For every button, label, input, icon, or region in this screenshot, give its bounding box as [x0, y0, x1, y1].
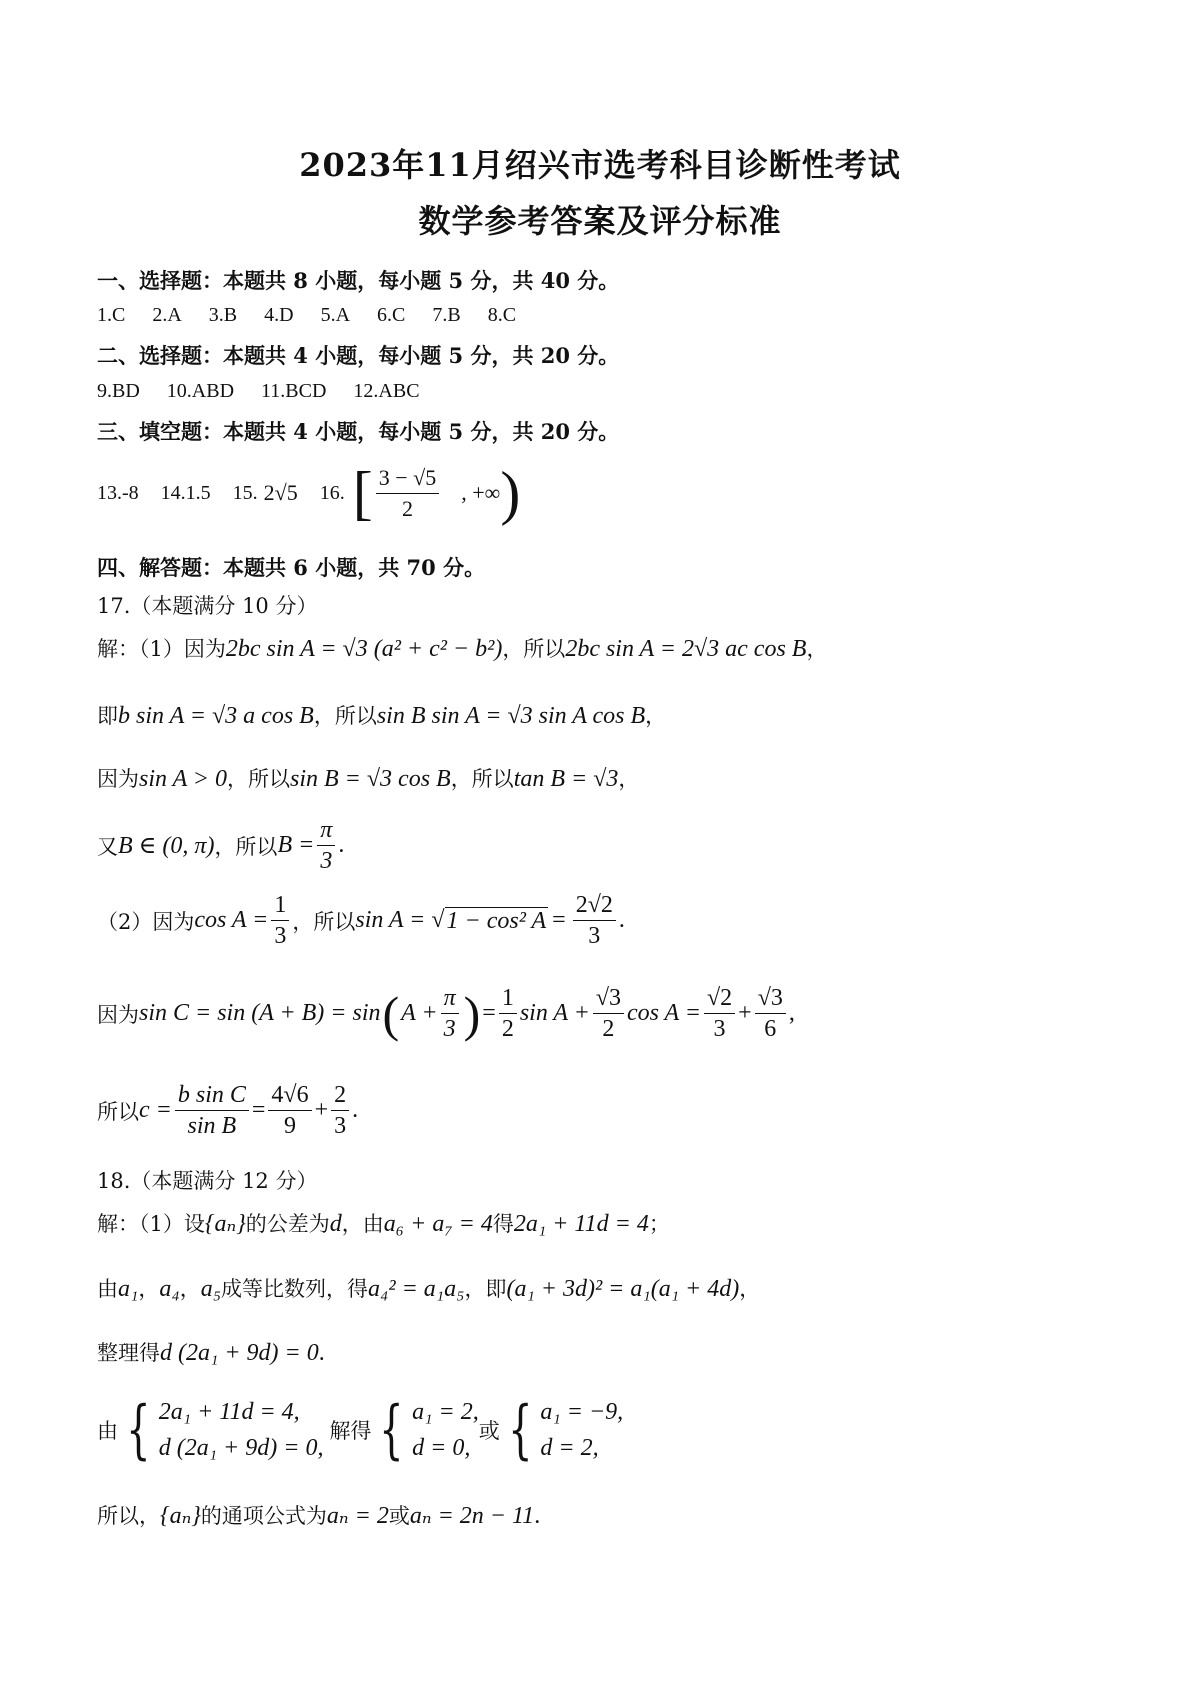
fraction	[499, 983, 517, 1044]
equation-row: 2a₁ + 11d = 4,	[158, 1399, 300, 1425]
answer-item: 12.ABC	[353, 380, 420, 402]
formula: 1 − cos² A	[446, 907, 547, 934]
fraction-numerator: π	[317, 815, 335, 846]
formula: sin A = √	[355, 907, 445, 933]
text: ，	[179, 1277, 201, 1301]
formula: tan B = √3	[513, 766, 619, 792]
q18-line-5	[97, 1500, 540, 1530]
bracket-left: [	[352, 459, 373, 526]
formula: 2bc sin A = √3 (a² + c² − b²)	[225, 636, 503, 662]
fraction-numerator: 2√2	[573, 890, 616, 921]
equation-system-1	[159, 1394, 324, 1466]
text: ，所以	[450, 767, 514, 791]
fraction	[593, 983, 624, 1044]
fraction-numerator: b sin C	[175, 1080, 249, 1111]
fraction	[441, 983, 459, 1044]
text: 所以，	[97, 1504, 160, 1528]
fraction-numerator: 2	[331, 1080, 349, 1111]
formula: sin A > 0	[139, 766, 227, 792]
text: ，	[138, 1277, 160, 1301]
text: ；	[648, 1212, 670, 1236]
formula: cos A =	[626, 1000, 701, 1026]
fraction	[704, 983, 735, 1044]
text: 解得	[329, 1419, 372, 1443]
answers-1-row	[97, 304, 538, 327]
formula: d (2a₁ + 9d) = 0	[160, 1340, 319, 1366]
text: 由	[97, 1277, 118, 1301]
section-heading-solution: 四、解答题：本题共 6 小题，共 70 分。	[97, 555, 486, 580]
answer-item: 2.A	[152, 304, 182, 326]
formula: cos A =	[194, 907, 269, 933]
fraction	[268, 1080, 311, 1141]
text: 成等比数列，得	[221, 1277, 369, 1301]
section-heading-choice-2: 二、选择题：本题共 4 小题，每小题 5 分，共 20 分。	[97, 343, 620, 368]
page-title: 2023年11月绍兴市选考科目诊断性考试	[299, 146, 901, 184]
text: 即	[97, 704, 118, 728]
q17-line-2	[97, 700, 666, 730]
formula: (a₁ + 3d)² = a₁(a₁ + 4d)	[506, 1276, 740, 1302]
text: ，	[618, 767, 640, 791]
equation-system-2	[412, 1394, 479, 1466]
text: （2）因为	[97, 909, 195, 934]
formula: sin B sin A = √3 sin A cos B	[376, 703, 646, 729]
formula: a₁	[118, 1276, 139, 1302]
formula: sin B = √3 cos B	[290, 766, 451, 792]
fraction-denominator: 3	[443, 1016, 456, 1042]
left-brace: {	[126, 1393, 151, 1467]
answer-item: 3.B	[208, 304, 238, 326]
text: 或	[388, 1504, 410, 1528]
text: ，	[739, 1277, 761, 1301]
formula: b sin A = √3 a cos B	[118, 703, 314, 729]
answer-15-label: 15.	[232, 481, 258, 504]
formula: d	[329, 1211, 342, 1237]
formula: =	[482, 1000, 496, 1026]
text: ，所以	[502, 637, 566, 661]
answer-item: 8.C	[487, 304, 517, 326]
answer-13: 13.-8	[97, 481, 139, 504]
fraction	[271, 890, 289, 951]
text: ，所以	[313, 704, 377, 728]
fraction-numerator: √3	[755, 983, 786, 1014]
fraction-numerator: √2	[704, 983, 735, 1014]
q17-line-4: 又 B ∈ (0, π) ，所以 B = $\frac{\pi}{3}$ .	[97, 817, 345, 874]
formula: a₄	[159, 1276, 180, 1302]
text: .	[318, 1340, 325, 1366]
text: .	[534, 1503, 541, 1529]
answer-16-tail: , +∞	[461, 480, 501, 505]
text: 因为	[97, 1002, 139, 1027]
formula: sin C = sin (A + B) = sin	[139, 1000, 381, 1026]
fraction	[317, 815, 335, 876]
text: 整理得	[97, 1341, 160, 1365]
fraction-denominator: 9	[284, 1113, 296, 1139]
formula: a₄² = a₁a₅	[368, 1276, 465, 1302]
answer-14: 14.1.5	[160, 481, 211, 504]
q18-header: 18.（本题满分 12 分）	[97, 1169, 318, 1193]
equation-row: a₁ = −9,	[540, 1399, 624, 1425]
answer-16-fraction	[376, 463, 461, 524]
formula: 2a₁ + 11d = 4	[513, 1211, 649, 1237]
q18-line-1	[97, 1208, 670, 1238]
answers-3-row	[97, 458, 542, 528]
fraction-denominator: 3	[320, 848, 333, 874]
formula: {aₙ}	[204, 1211, 246, 1237]
fraction	[573, 890, 616, 951]
answer-item: 10.ABD	[166, 380, 235, 402]
text: 的公差为	[245, 1212, 330, 1236]
text: 因为	[97, 767, 139, 791]
fraction-denominator: 2	[401, 495, 413, 521]
paren-right: )	[500, 459, 521, 526]
answer-item: 11.BCD	[261, 380, 327, 402]
formula: sin A +	[519, 1000, 590, 1026]
fraction-denominator: 3	[588, 923, 601, 949]
text: 解：（1）因为	[97, 637, 226, 661]
answer-item: 1.C	[97, 304, 126, 326]
fraction-denominator: 6	[764, 1016, 777, 1042]
text: ，所以	[214, 834, 278, 859]
fraction-numerator: 3 − √5	[376, 463, 439, 494]
fraction-numerator: π	[441, 983, 459, 1014]
formula: 2bc sin A = 2√3 ac cos B	[565, 636, 807, 662]
fraction-numerator: 1	[499, 983, 517, 1014]
formula: B ∈ (0, π)	[118, 833, 215, 859]
formula: c =	[139, 1097, 172, 1123]
formula: {aₙ}	[160, 1503, 201, 1529]
answer-item: 9.BD	[97, 380, 140, 402]
equation-system-3	[540, 1394, 623, 1466]
formula: a₅	[200, 1276, 222, 1302]
fraction-denominator: 3	[713, 1016, 726, 1042]
q17-line-1	[97, 633, 827, 663]
q17-line-6: 因为 sin C = sin (A + B) = sin ( A + $\frac{\pi}{3}$ ) = $\frac{1}{2}$ sin A + $\frac{√3}{2}$ cos A = $\frac{√2}{3}$ + $\frac{√3}{6}$ ,	[97, 985, 795, 1042]
fraction-denominator: 2	[602, 1016, 615, 1042]
q17-line-3	[97, 763, 639, 793]
fraction-numerator: 4√6	[268, 1080, 311, 1111]
text: 由	[97, 1419, 118, 1443]
fraction-denominator: 2	[501, 1016, 514, 1042]
fraction-denominator: sin B	[187, 1113, 237, 1139]
section-heading-fill: 三、填空题：本题共 4 小题，每小题 5 分，共 20 分。	[97, 419, 620, 444]
formula: a₆ + a₇ = 4	[383, 1211, 493, 1237]
text: 或	[478, 1419, 500, 1443]
formula: aₙ = 2	[326, 1503, 389, 1529]
formula: A +	[401, 1000, 438, 1026]
section-heading-choice-1: 一、选择题：本题共 8 小题，每小题 5 分，共 40 分。	[97, 268, 620, 293]
text: ，所以	[227, 767, 290, 791]
formula: =	[552, 907, 566, 933]
q18-line-3	[97, 1337, 325, 1367]
text: ，所以	[292, 909, 356, 934]
formula: B =	[277, 832, 315, 858]
equation-row: d (2a₁ + 9d) = 0,	[158, 1435, 324, 1461]
left-brace: {	[507, 1393, 533, 1467]
text: ，即	[464, 1277, 507, 1301]
text: ，	[806, 637, 828, 661]
answer-15-value: 2√5	[263, 480, 298, 505]
q18-line-2	[97, 1273, 760, 1303]
text: 得	[492, 1212, 514, 1236]
text: 所以	[97, 1099, 139, 1124]
equation-row: d = 0,	[412, 1435, 471, 1461]
fraction	[331, 1080, 349, 1141]
q17-line-5: （2）因为 cos A = $\frac{1}{3}$ ，所以 sin A = √ 1 − cos² A = $\frac{2√2}{3}$ .	[97, 892, 625, 949]
answer-item: 4.D	[264, 304, 294, 326]
formula: aₙ = 2n − 11	[409, 1503, 535, 1529]
fraction	[175, 1080, 249, 1141]
fraction-numerator: √3	[593, 983, 624, 1014]
fraction-numerator: 1	[271, 890, 289, 921]
answers-2-row	[97, 380, 442, 403]
equation-row: a₁ = 2,	[412, 1399, 479, 1425]
answer-item: 5.A	[320, 304, 351, 326]
answer-item: 6.C	[377, 304, 406, 326]
page-subtitle: 数学参考答案及评分标准	[418, 202, 782, 240]
text: 解：（1）设	[97, 1212, 205, 1236]
answer-16-label: 16.	[319, 481, 345, 504]
left-brace: {	[379, 1393, 405, 1467]
fraction	[755, 983, 786, 1044]
fraction-denominator: 3	[274, 923, 287, 949]
q17-header: 17.（本题满分 10 分）	[97, 594, 318, 618]
q17-line-7: 所以 c = $\frac{\text{b sin C}}{\text{sin B}}$ = $\frac{4√6}{9}$ + $\frac{2}{3}$ .	[97, 1082, 359, 1139]
text: 的通项公式为	[200, 1504, 327, 1528]
q18-line-4	[97, 1394, 623, 1466]
text: ，	[645, 704, 667, 728]
text: ，由	[341, 1212, 384, 1236]
text: 又	[97, 834, 118, 859]
equation-row: d = 2,	[540, 1435, 599, 1461]
answer-item: 7.B	[432, 304, 461, 326]
fraction-denominator: 3	[334, 1113, 347, 1139]
